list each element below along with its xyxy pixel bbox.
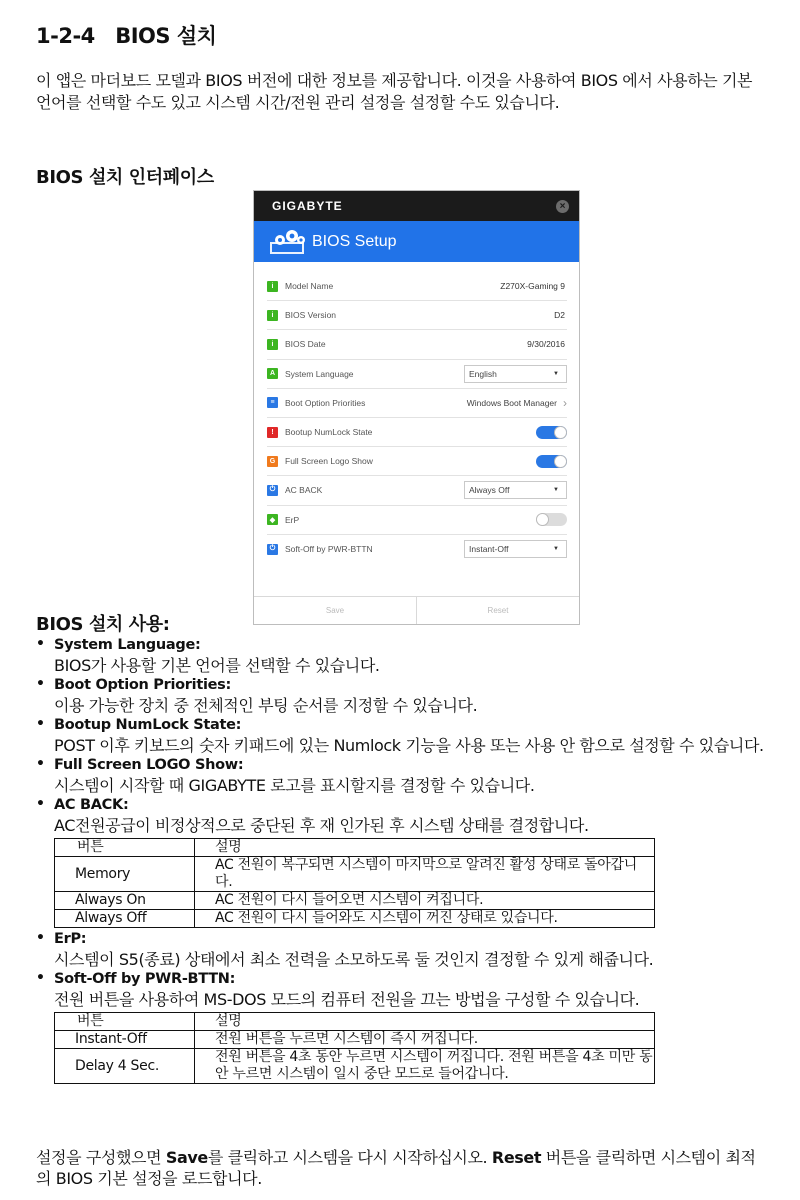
info-icon: i	[267, 310, 278, 321]
ac-back-select[interactable]	[464, 481, 567, 499]
table-row	[55, 910, 655, 928]
table-cell: 전원 버튼을 4초 동안 누르면 시스템이 꺼집니다. 전원 버튼을 4초 미만 동안 누르면 시스템이 일시 중단 모드로 들어갑니다.	[195, 1049, 655, 1084]
soft-off-table	[54, 1012, 655, 1084]
table-cell: Always On	[55, 892, 195, 910]
list-item: • Bootup NumLock State: POST 이후 키보드의 숫자 키패드에 있는 Numlock 기능을 사용 또는 사용 안 함으로 설정할 수 있습니다.	[36, 716, 766, 756]
row-label: Soft-Off by PWR-BTTN	[285, 544, 373, 555]
power-icon: ⏻	[267, 485, 278, 496]
table-cell: Memory	[55, 857, 195, 892]
row-label: AC BACK	[285, 485, 323, 496]
settings-list	[254, 262, 579, 564]
item-title: Boot Option Priorities:	[54, 677, 231, 693]
link-value: Windows Boot Manager	[466, 397, 557, 408]
row-label: Boot Option Priorities	[285, 397, 366, 408]
item-title: System Language:	[54, 637, 201, 653]
item-desc: 이용 가능한 장치 중 전체적인 부팅 순서를 지정할 수 있습니다.	[54, 696, 478, 715]
row-system-language	[267, 360, 567, 389]
row-value: 9/30/2016	[527, 339, 565, 350]
row-label: Model Name	[285, 281, 334, 292]
row-value: Z270X-Gaming 9	[500, 281, 565, 292]
table-cell: AC 전원이 다시 들어오면 시스템이 켜집니다.	[195, 892, 655, 910]
system-language-select[interactable]	[464, 365, 567, 383]
app-footer	[254, 596, 579, 624]
select-value: Always Off	[469, 485, 510, 496]
item-desc: AC전원공급이 비정상적으로 중단된 후 재 인가된 후 시스템 상태를 결정합니다.	[54, 816, 589, 835]
soft-off-select[interactable]	[464, 540, 567, 558]
options-list	[36, 636, 766, 1086]
item-desc: 전원 버튼을 사용하여 MS-DOS 모드의 컴퓨터 전원을 끄는 방법을 구성할 수 있습니다.	[54, 990, 640, 1009]
item-desc: 시스템이 시작할 때 GIGABYTE 로고를 표시할지를 결정할 수 있습니다.	[54, 776, 535, 795]
item-desc: POST 이후 키보드의 숫자 키패드에 있는 Numlock 기능을 사용 또는 사용 안 함으로 설정할 수 있습니다.	[54, 736, 764, 755]
column-header: 버튼	[55, 839, 195, 857]
table-header-row	[55, 1013, 655, 1031]
logo-icon: G	[267, 456, 278, 467]
ac-back-table	[54, 838, 655, 928]
column-header: 설명	[195, 1013, 655, 1031]
row-bios-version	[267, 301, 567, 330]
gears-icon	[268, 228, 308, 256]
closing-text: 를 클릭하고 시스템을 다시 시작하십시오.	[207, 1148, 492, 1167]
window-titlebar	[254, 191, 579, 221]
closing-paragraph	[36, 1147, 766, 1189]
closing-text: 설정을 구성했으면	[36, 1148, 166, 1167]
list-item: • AC BACK: AC전원공급이 비정상적으로 중단된 후 재 인가된 후 시스템 상태를 결정합니다. 버튼 설명 Memory AC 전원이 복구되면 시스템이 마지막으로 알려진 활성 상태로 돌아갑니다. Always On AC 전원이 다시 들어오면 시스템이 켜집니다. Always Off AC 전원이 다시 들어와도 시스템이 꺼진 상태로 있습니다.	[36, 796, 766, 928]
reset-button[interactable]: Reset	[416, 597, 579, 624]
list-item: • ErP: 시스템이 S5(종료) 상태에서 최소 전력을 소모하도록 둘 것인지 결정할 수 있게 해줍니다.	[36, 930, 766, 970]
app-header	[254, 221, 579, 262]
app-header-title: BIOS Setup	[312, 232, 397, 250]
row-erp	[267, 506, 567, 535]
erp-toggle[interactable]	[536, 513, 567, 526]
item-title: Full Screen LOGO Show:	[54, 757, 244, 773]
item-desc: BIOS가 사용할 기본 언어를 선택할 수 있습니다.	[54, 656, 380, 675]
table-row	[55, 1031, 655, 1049]
caret-down-icon: ▼	[553, 546, 559, 553]
row-soft-off	[267, 535, 567, 564]
table-row	[55, 857, 655, 892]
row-label: ErP	[285, 514, 300, 525]
row-label: System Language	[285, 368, 354, 379]
row-value: D2	[554, 310, 565, 321]
column-header: 설명	[195, 839, 655, 857]
section-number: 1-2-4	[36, 24, 95, 48]
logo-show-toggle[interactable]	[536, 455, 567, 468]
row-ac-back	[267, 476, 567, 505]
gigabyte-brand: GIGABYTE	[272, 199, 343, 213]
row-model-name	[267, 272, 567, 301]
list-item: • Full Screen LOGO Show: 시스템이 시작할 때 GIGABYTE 로고를 표시할지를 결정할 수 있습니다.	[36, 756, 766, 796]
caret-down-icon: ▼	[553, 370, 559, 377]
section-title-text: BIOS 설치	[115, 24, 217, 48]
lock-icon: !	[267, 427, 278, 438]
column-header: 버튼	[55, 1013, 195, 1031]
table-cell: 전원 버튼을 누르면 시스템이 즉시 꺼집니다.	[195, 1031, 655, 1049]
closing-reset: Reset	[491, 1148, 542, 1167]
row-label: BIOS Version	[285, 310, 337, 321]
item-title: Soft-Off by PWR-BTTN:	[54, 971, 236, 987]
closing-save: Save	[165, 1148, 208, 1167]
table-cell: Always Off	[55, 910, 195, 928]
close-icon[interactable]: ×	[556, 200, 569, 213]
list-item: • Soft-Off by PWR-BTTN: 전원 버튼을 사용하여 MS-DOS 모드의 컴퓨터 전원을 끄는 방법을 구성할 수 있습니다. 버튼 설명 Instant-Off 전원 버튼을 누르면 시스템이 즉시 꺼집니다. Delay 4 Sec. 전원 버튼을 4초 동안 누르면 시스템이 꺼집니다. 전원 버튼을 4초 미만 동안 누르면 시스템이 일시 중단 모드로 들어갑니다.	[36, 970, 766, 1084]
info-icon: i	[267, 281, 278, 292]
table-cell: AC 전원이 복구되면 시스템이 마지막으로 알려진 활성 상태로 돌아갑니다.	[195, 857, 655, 892]
list-icon: ≡	[267, 397, 278, 408]
numlock-toggle[interactable]	[536, 426, 567, 439]
boot-option-link[interactable]	[467, 396, 567, 410]
closing-text: 버튼을 클릭하면 시스템이 최적의 BIOS 기본 설정을 로드합니다.	[36, 1148, 756, 1188]
table-row	[55, 1049, 655, 1084]
item-title: Bootup NumLock State:	[54, 717, 242, 733]
row-logo-show	[267, 447, 567, 476]
interface-heading: BIOS 설치 인터페이스	[36, 167, 214, 188]
usage-heading: BIOS 설치 사용:	[36, 614, 170, 635]
power-icon: ⏻	[267, 544, 278, 555]
leaf-icon: ◆	[267, 514, 278, 525]
row-numlock	[267, 418, 567, 447]
language-icon: A	[267, 368, 278, 379]
table-header-row	[55, 839, 655, 857]
table-cell: Delay 4 Sec.	[55, 1049, 195, 1084]
caret-down-icon: ▼	[553, 487, 559, 494]
section-title	[36, 20, 216, 50]
row-label: BIOS Date	[285, 339, 326, 350]
bios-setup-window	[253, 190, 580, 625]
info-icon: i	[267, 339, 278, 350]
table-cell: Instant-Off	[55, 1031, 195, 1049]
chevron-right-icon: ›	[563, 395, 567, 410]
select-value: English	[469, 368, 497, 379]
table-cell: AC 전원이 다시 들어와도 시스템이 꺼진 상태로 있습니다.	[195, 910, 655, 928]
item-title: AC BACK:	[54, 797, 129, 813]
row-bios-date	[267, 330, 567, 359]
save-button[interactable]: Save	[325, 606, 345, 615]
row-label: Full Screen Logo Show	[285, 456, 373, 467]
intro-paragraph: 이 앱은 마더보드 모델과 BIOS 버전에 대한 정보를 제공합니다. 이것을 사용하여 BIOS 에서 사용하는 기본 언어를 선택할 수도 있고 시스템 시간/전원 관리 설정을 설정할 수도 있습니다.	[36, 71, 753, 112]
row-label: Bootup NumLock State	[285, 427, 373, 438]
row-boot-option	[267, 389, 567, 418]
list-item: • Boot Option Priorities: 이용 가능한 장치 중 전체적인 부팅 순서를 지정할 수 있습니다.	[36, 676, 766, 716]
list-item: • System Language: BIOS가 사용할 기본 언어를 선택할 수 있습니다.	[36, 636, 766, 676]
item-title: ErP:	[54, 931, 87, 947]
select-value: Instant-Off	[469, 544, 509, 555]
item-desc: 시스템이 S5(종료) 상태에서 최소 전력을 소모하도록 둘 것인지 결정할 수 있게 해줍니다.	[54, 950, 654, 969]
table-row	[55, 892, 655, 910]
